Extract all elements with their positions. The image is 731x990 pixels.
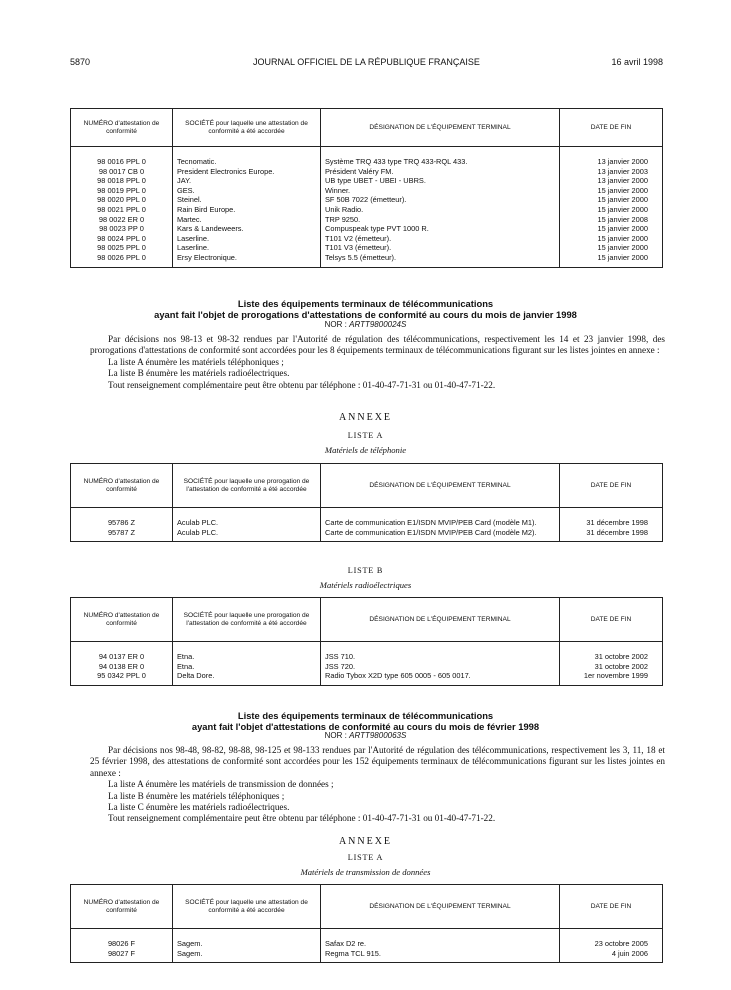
cell-date: 31 décembre 1998 xyxy=(560,528,663,538)
cell-designation: T101 V2 (émetteur). xyxy=(321,234,560,244)
table-row xyxy=(71,215,663,225)
table-prorogations-telephonie xyxy=(70,463,663,542)
cell-designation: JSS 720. xyxy=(321,662,560,672)
table-row xyxy=(71,253,663,263)
cell-societe: President Electronics Europe. xyxy=(173,167,321,177)
cell-designation: Regma TCL 915. xyxy=(321,949,560,959)
cell-societe: Sagem. xyxy=(173,939,321,949)
cell-date: 4 juin 2006 xyxy=(560,949,663,959)
cell-designation: Carte de communication E1/ISDN MVIP/PEB Card (modèle M2). xyxy=(321,528,560,538)
cell-numero: 98 0025 PPL 0 xyxy=(71,243,173,253)
cell-designation: Radio Tybox X2D type 605 0005 - 605 0017. xyxy=(321,671,560,681)
cell-designation: Compuspeak type PVT 1000 R. xyxy=(321,224,560,234)
cell-numero: 95787 Z xyxy=(71,528,173,538)
cell-date: 31 octobre 2002 xyxy=(560,662,663,672)
cell-date: 13 janvier 2000 xyxy=(560,176,663,186)
table-row xyxy=(71,243,663,253)
cell-societe: Delta Dore. xyxy=(173,671,321,681)
cell-numero: 98027 F xyxy=(71,949,173,959)
col-designation: DÉSIGNATION DE L'ÉQUIPEMENT TERMINAL xyxy=(321,109,560,147)
col-designation: DÉSIGNATION DE L'ÉQUIPEMENT TERMINAL xyxy=(321,598,560,642)
cell-date: 15 janvier 2000 xyxy=(560,253,663,263)
cell-designation: Winner. xyxy=(321,186,560,196)
page-number: 5870 xyxy=(70,57,91,67)
cell-date: 13 janvier 2003 xyxy=(560,167,663,177)
col-date: DATE DE FIN xyxy=(560,464,663,508)
cell-societe: Steinel. xyxy=(173,195,321,205)
col-societe: SOCIÉTÉ pour laquelle une prorogation de l'attestation de conformité a été accordée xyxy=(173,464,321,508)
col-numero: NUMÉRO d'attestation de conformité xyxy=(71,598,173,642)
cell-designation: Safax D2 re. xyxy=(321,939,560,949)
cell-numero: 98 0020 PPL 0 xyxy=(71,195,173,205)
cell-date: 15 janvier 2000 xyxy=(560,234,663,244)
table-row xyxy=(71,671,663,681)
cell-date: 23 octobre 2005 xyxy=(560,939,663,949)
cell-designation: JSS 710. xyxy=(321,652,560,662)
table-row xyxy=(71,652,663,662)
cell-designation: Système TRQ 433 type TRQ 433-RQL 433. xyxy=(321,157,560,167)
cell-designation: UB type UBET - UBEI - UBRS. xyxy=(321,176,560,186)
table-row xyxy=(71,157,663,167)
table-row xyxy=(71,224,663,234)
page-header xyxy=(70,57,663,71)
cell-numero: 95786 Z xyxy=(71,518,173,528)
cell-designation: SF 50B 7022 (émetteur). xyxy=(321,195,560,205)
table-row xyxy=(71,939,663,949)
table-row xyxy=(71,949,663,959)
cell-societe: Rain Bird Europe. xyxy=(173,205,321,215)
col-designation: DÉSIGNATION DE L'ÉQUIPEMENT TERMINAL xyxy=(321,885,560,929)
cell-numero: 94 0138 ER 0 xyxy=(71,662,173,672)
cell-numero: 98 0022 ER 0 xyxy=(71,215,173,225)
cell-date: 15 janvier 2000 xyxy=(560,243,663,253)
liste-a-subtitle-2: Matériels de transmission de données xyxy=(300,867,431,877)
table-row xyxy=(71,662,663,672)
cell-numero: 98 0023 PP 0 xyxy=(71,224,173,234)
cell-numero: 98 0021 PPL 0 xyxy=(71,205,173,215)
section1-nor: NOR : ARTT9800024S xyxy=(324,320,407,329)
cell-societe: Ersy Electronique. xyxy=(173,253,321,263)
cell-numero: 95 0342 PPL 0 xyxy=(71,671,173,681)
cell-societe: Kars & Landeweers. xyxy=(173,224,321,234)
cell-societe: JAY. xyxy=(173,176,321,186)
cell-societe: Aculab PLC. xyxy=(173,518,321,528)
table-row xyxy=(71,186,663,196)
col-numero: NUMÉRO d'attestation de conformité xyxy=(71,464,173,508)
cell-numero: 98 0017 CB 0 xyxy=(71,167,173,177)
annexe-heading: ANNEXE xyxy=(338,412,393,423)
cell-designation: T101 V3 (émetteur). xyxy=(321,243,560,253)
issue-date: 16 avril 1998 xyxy=(611,57,663,67)
cell-numero: 98 0026 PPL 0 xyxy=(71,253,173,263)
cell-numero: 94 0137 ER 0 xyxy=(71,652,173,662)
col-numero: NUMÉRO d'attestation de conformité xyxy=(71,109,173,147)
col-societe: SOCIÉTÉ pour laquelle une attestation de conformité a été accordée xyxy=(173,885,321,929)
cell-date: 15 janvier 2008 xyxy=(560,215,663,225)
cell-date: 15 janvier 2000 xyxy=(560,195,663,205)
cell-numero: 98 0019 PPL 0 xyxy=(71,186,173,196)
cell-societe: Etna. xyxy=(173,662,321,672)
cell-numero: 98 0018 PPL 0 xyxy=(71,176,173,186)
cell-societe: Laserline. xyxy=(173,234,321,244)
cell-numero: 98026 F xyxy=(71,939,173,949)
cell-date: 13 janvier 2000 xyxy=(560,157,663,167)
section2-title: Liste des équipements terminaux de télécommunications ayant fait l'objet d'attestations de conformité au cours du mois de février 1998 xyxy=(191,710,540,732)
cell-societe: Aculab PLC. xyxy=(173,528,321,538)
table-attestations-fevrier xyxy=(70,884,663,963)
cell-numero: 98 0024 PPL 0 xyxy=(71,234,173,244)
table-row xyxy=(71,167,663,177)
annexe-heading-2: ANNEXE xyxy=(338,836,393,847)
cell-societe: Tecnomatic. xyxy=(173,157,321,167)
section1-title: Liste des équipements terminaux de télécommunications ayant fait l'objet de prorogations d'attestations de conformité au cours du mois de janvier 1998 xyxy=(154,298,577,320)
cell-date: 31 octobre 2002 xyxy=(560,652,663,662)
liste-a-subtitle: Matériels de téléphonie xyxy=(324,445,407,455)
table-prorogations-radio xyxy=(70,597,663,686)
table-row xyxy=(71,205,663,215)
cell-designation: Président Valéry FM. xyxy=(321,167,560,177)
cell-societe: Laserline. xyxy=(173,243,321,253)
liste-a-heading: LISTE A xyxy=(347,431,384,440)
cell-date: 31 décembre 1998 xyxy=(560,518,663,528)
liste-a-heading-2: LISTE A xyxy=(347,853,384,862)
col-societe: SOCIÉTÉ pour laquelle une prorogation de l'attestation de conformité a été accordée xyxy=(173,598,321,642)
table-row xyxy=(71,518,663,528)
section2-text: Par décisions nos 98-48, 98-82, 98-88, 98-125 et 98-133 rendues par l'Autorité de régulation des télécommunications, respectivement les 3, 11, 18 et 25 février 1998, des attestations de conformité sont accordées pour les 152 équipements terminaux de télécommunications figurant sur les listes jointes en annexe : La liste A énumère les matériels de transmission de données ; La liste B énumère les matériels téléphoniques ; La liste C énumère les matériels radioélectriques. Tout renseignement complémentaire peut être obtenu par téléphone : 01-40-47-71-31 ou 01-40-47-71-22. xyxy=(90,745,665,824)
journal-title: JOURNAL OFFICIEL DE LA RÉPUBLIQUE FRANÇAISE xyxy=(253,57,480,67)
cell-designation: Telsys 5.5 (émetteur). xyxy=(321,253,560,263)
cell-date: 15 janvier 2000 xyxy=(560,186,663,196)
cell-numero: 98 0016 PPL 0 xyxy=(71,157,173,167)
cell-designation: Carte de communication E1/ISDN MVIP/PEB Card (modèle M1). xyxy=(321,518,560,528)
col-date: DATE DE FIN xyxy=(560,109,663,147)
section1-text: Par décisions nos 98-13 et 98-32 rendues par l'Autorité de régulation des télécommunications, respectivement les 14 et 23 janvier 1998, des prorogations d'attestations de conformité sont accordées pour les 8 équipements terminaux de télécommunications figurant sur les listes jointes en annexe : La liste A énumère les matériels téléphoniques ; La liste B énumère les matériels radioélectriques. Tout renseignement complémentaire peut être obtenu par téléphone : 01-40-47-71-31 ou 01-40-47-71-22. xyxy=(90,334,665,390)
cell-societe: Sagem. xyxy=(173,949,321,959)
cell-designation: TRP 9250. xyxy=(321,215,560,225)
table-row xyxy=(71,234,663,244)
table-row xyxy=(71,195,663,205)
col-date: DATE DE FIN xyxy=(560,598,663,642)
cell-societe: Martec. xyxy=(173,215,321,225)
cell-designation: Unik Radio. xyxy=(321,205,560,215)
cell-date: 1er novembre 1999 xyxy=(560,671,663,681)
cell-societe: GES. xyxy=(173,186,321,196)
col-date: DATE DE FIN xyxy=(560,885,663,929)
col-societe: SOCIÉTÉ pour laquelle une attestation de conformité a été accordée xyxy=(173,109,321,147)
col-designation: DÉSIGNATION DE L'ÉQUIPEMENT TERMINAL xyxy=(321,464,560,508)
table-attestations-janvier xyxy=(70,108,663,268)
liste-b-heading: LISTE B xyxy=(347,566,384,575)
col-numero: NUMÉRO d'attestation de conformité xyxy=(71,885,173,929)
table-row xyxy=(71,528,663,538)
cell-date: 15 janvier 2000 xyxy=(560,224,663,234)
section2-nor: NOR : ARTT9800063S xyxy=(324,731,407,740)
cell-societe: Etna. xyxy=(173,652,321,662)
table-row xyxy=(71,176,663,186)
cell-date: 15 janvier 2000 xyxy=(560,205,663,215)
liste-b-subtitle: Matériels radioélectriques xyxy=(319,580,412,590)
